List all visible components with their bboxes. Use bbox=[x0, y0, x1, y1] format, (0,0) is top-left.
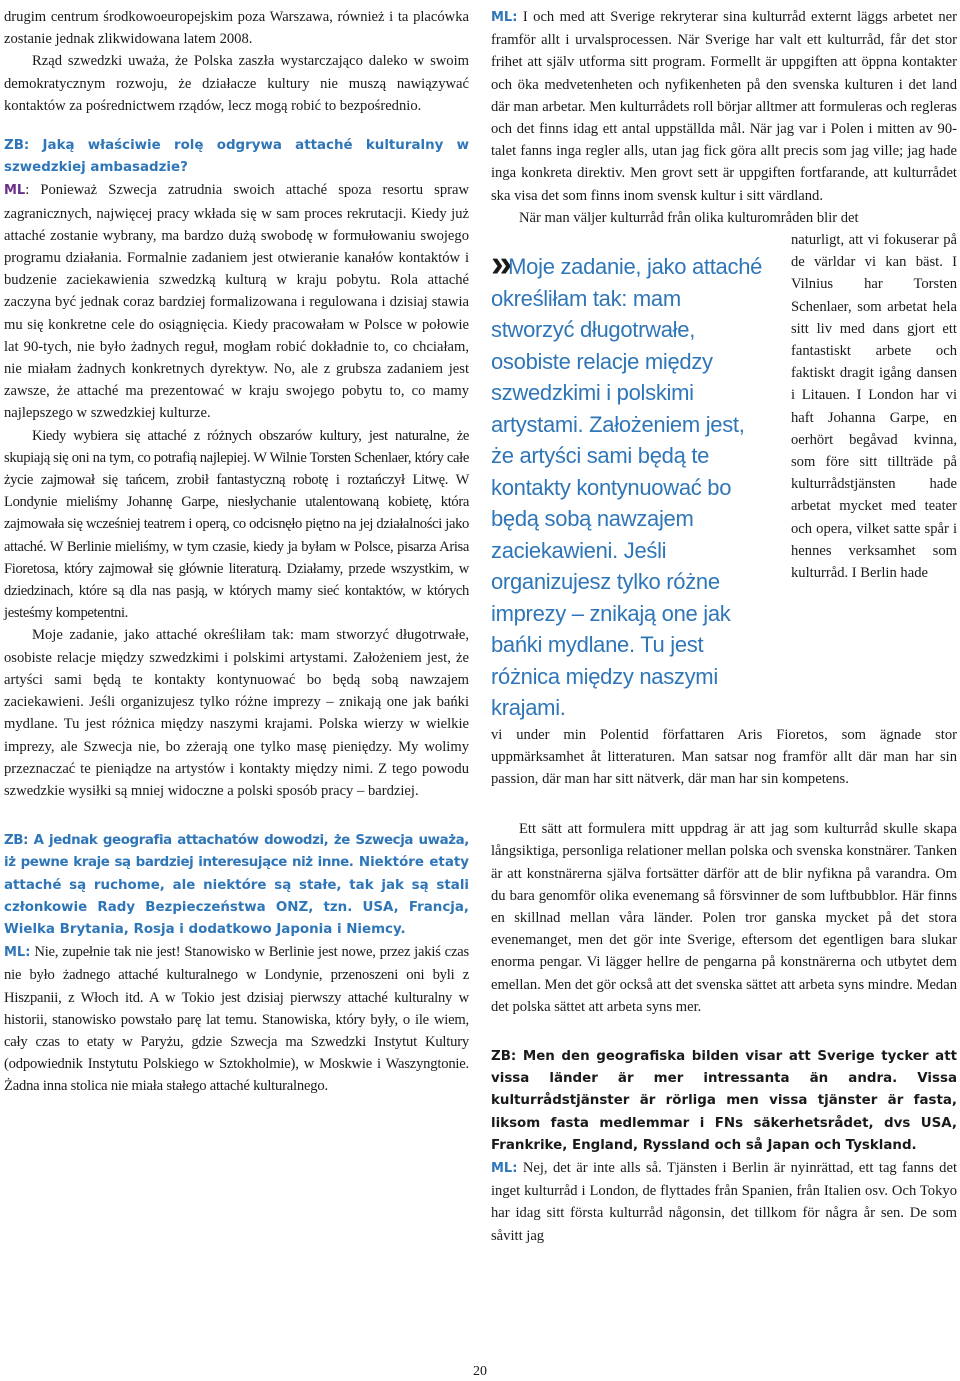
answer-text: Nie, zupełnie tak nie jest! Stanowisko w Berlinie jest nowe, przez jakiś czas nie było żadnego attaché kulturalnego w Londynie, przenoszeni oni byli z Hiszpanii, z Włoch itd. A w Tokio jest dzisiaj pierwszy attaché kulturalny w historii, stanowisko powstało parę lat temu. Stanowiska, który były, o ile wiem, cały czas to etaty w Paryżu, gdzie Szwecja ma Szwedzki Instytut Kultury (odpowiednik Instytutu Polskiego w Sztokholmie), w Moskwie i Waszyngtonie. Żadna inna stolica nie miała stałego attaché kulturalnego. bbox=[4, 944, 469, 1095]
answer-text: : Ponieważ Szwecja zatrudnia swoich attaché spoza resortu spraw zagranicznych, najwięcej pracy wkłada się w sam proces rekrutacji. Kiedy już attaché zostanie wybrany, ma bardzo dużą swobodę w formułowaniu swojego programu działania. Formalnie zadaniem jest otwieranie kanałów kontaktów i budzenie zaciekawienia szwedzką kulturą w kraju pobytu. Rola attaché zaczyna być jednak coraz bardziej formalizowana i regulowana i dzisiaj stawia mu się konkretne cele do osiągnięcia. Kiedy pracowałam w Polsce w połowie lat 90-tych, nie było żadnych reguł, mogłam robić dokładnie to, co chciałam, nie miałam żadnych konkretnych dyrektyw. No, ale z grubsza zadaniem jest zawsze, że attaché ma prezentować w kraju swojego pobytu to, co mamy najlepszego w szwedzkiej kulturze. bbox=[4, 182, 469, 422]
pullquote-row bbox=[491, 229, 957, 724]
speaker-label: ML: bbox=[4, 945, 31, 961]
interview-question bbox=[491, 1046, 957, 1157]
interview-answer bbox=[491, 1157, 957, 1247]
speaker-label: ML bbox=[4, 183, 26, 199]
answer-text: I och med att Sverige rekryterar sina kulturråd externt läggs arbetet ner framför allt i urvalsprocessen. När Sverige har valt ett kulturråd, får det stor frihet att själv utforma sitt program. Formellt är uppgiften att öppna kontakter och öka medvetenheten och nyfikenheten på den svenska kulturen i det land där man arbetar. Men kulturrådets roll börjar alltmer att formuleras och regleras och det finns idag ett antal uppställda mål. När jag var i Polen i mitten av 90-talet fanns inga regler alls, utan jag fick göra allt precis som jag ville; jag hade inga konkreta direktiv. Men grovt sett är uppgiften fortfarande, att kulturrådet ska visa det som finns inom svensk kultur i sitt värdland. bbox=[491, 9, 957, 204]
answer-text: Nej, det är inte alls så. Tjänsten i Berlin är nyinrättad, ett tag fanns det inget kulturråd i London, de flyttades från Spanien, från Italien osv. Och Tokyo har idag sitt första kulturråd någonsin, det tillkom för några år sen. De som såvitt jag bbox=[491, 1159, 957, 1244]
paragraph-start: När man väljer kulturråd från olika kulturområden blir det bbox=[519, 209, 859, 226]
speaker-label: ML: bbox=[491, 1160, 518, 1176]
question-text: Niektóre etaty attaché są ruchome, ale niektóre są stałe, tak jak są stali członkowie Rady Bezpieczeństwa ONZ, tzn. USA, Francja, Wielka Brytania, Rosja i dodatkowo Japonia i Niemcy. bbox=[4, 855, 469, 937]
pull-quote bbox=[491, 243, 769, 724]
interview-answer bbox=[491, 6, 957, 207]
interview-answer bbox=[4, 179, 469, 424]
page-number: 20 bbox=[473, 1364, 487, 1379]
narrow-text-column bbox=[791, 229, 957, 584]
speaker-label: ML: bbox=[491, 10, 518, 25]
pull-quote-text: Moje zadanie, jako attaché określiłam tak: mam stworzyć długotrwałe, osobiste relacje między szwedzkimi i polskimi artystami. Założeniem jest, że artyści sami będą te kontakty kontynuować bo będą sobą nawzajem zaciekawieni. Jeśli organizujesz tylko różne imprezy – znikają one jak bańki mydlane. Tu jest różnica między naszymi krajami. bbox=[491, 254, 763, 721]
paragraph: Kiedy wybiera się attaché z różnych obszarów kultury, jest naturalne, że skupiają się oni na tym, co potrafią najlepiej. W Wilnie Torsten Schenlaer, który całe życie zajmował się tańcem, zrobił fantastyczną robotę i roztańczył Litwę. W Londynie mieliśmy Johannę Garpe, niesłychanie utalentowaną kobietę, która zajmowała się wcześniej teatrem i operą, co odcisnęło piętno na jej działalności jako attaché. W Berlinie mieliśmy, w tym czasie, kiedy ja byłam w Polsce, pisarza Arisa Fioretosa, który zajmował się głównie literaturą. Działamy, przede wszystkim, w dziedzinach, które są dla nas pasją, w których mamy sieć kontaktów, w których jesteśmy kompetentni. bbox=[4, 427, 469, 622]
question-text: ZB: Men den geografiska bilden visar att Sverige tycker att vissa länder är mer intressanta än andra. bbox=[491, 1048, 957, 1087]
quote-mark-icon: » bbox=[491, 243, 505, 286]
question-text-blue: ZB: A jednak geografia attachatów dowodzi, że Szwecja uważa, iż pewne kraje są bardziej interesujące niż inne. bbox=[4, 833, 469, 871]
paragraph: Ett sätt att formulera mitt uppdrag är att jag som kulturråd skulle skapa långsiktiga, personliga relationer mellan polska och svenska konstnärer. Tanken är att konstnärerna själva fortsätter därför att de blir nyfikna på varandra. Om du bara genomför olika evenemang så försvinner de som luftbubblor. Här finns en skillnad mellan våra länder. Polen tror ganska mycket på det stora evenemanget, men det gör inte Sverige, eftersom det egentligen bara slukar enorma pengar. Vi lägger hellre de pengarna på konstnärerna och utbytet dem emellan. Men det gör också att det svenska sättet att arbeta syns mindre. Medan det polska sättet att arbeta syns mer. bbox=[491, 821, 957, 1015]
left-column bbox=[4, 6, 469, 1098]
paragraph-end: vi under min Polentid författaren Aris Fioretos, som ägnade stor uppmärksamhet åt litteraturen. Man satsar nog framför allt där man har sin passion, där man har sitt nätverk, där man har sin kompetens. bbox=[491, 726, 957, 787]
paragraph: Rząd szwedzki uważa, że Polska zaszła wystarczająco daleko w swoim demokratycznym rozwoju, że działacze kultury nie muszą nawiązywać kontaktów za pośrednictwem rządów, lecz mogą robić to bezpośrednio. bbox=[4, 53, 469, 114]
interview-question bbox=[4, 830, 469, 941]
interview-answer bbox=[4, 941, 469, 1097]
question-text-blue: Vissa kulturrådstjänster är rörliga men vissa tjänster är fasta, liksom fasta medlemmar i FNs säkerhetsrådet, dvs USA, Frankrike, England, Ryssland och så Japan och Tyskland. bbox=[491, 1071, 957, 1153]
paragraph: Moje zadanie, jako attaché określiłam tak: mam stworzyć długotrwałe, osobiste relacje między szwedzkimi i polskimi artystami. Założeniem jest, że artyści sami będą te kontakty kontynuować bo będą sobą nawzajem zaciekawieni. Jeśli organizujesz tylko różne imprezy – znikają one jak bańki mydlane. Tu jest różnica między naszymi krajami. Polska wierzy w wielkie imprezy, ale Szwecja nie, bo zżerają one tylko masę pieniędzy. My wolimy przeznaczać te pieniądze na artystów i kontakty między nimi. Z tego powodu szwedzkie wysiłki są mniej widoczne a polski sposób pracy – bardziej. bbox=[4, 627, 469, 799]
right-column bbox=[491, 6, 957, 1247]
paragraph-narrow: naturligt, att vi fokuserar på de världar vi kan bäst. I Vilnius har Torsten Schenlaer, som arbetat hela sitt liv med dans gjort ett fantastiskt arbete och faktiskt dragit igång dansen i Litauen. I London har vi haft Johanna Garpe, en oerhört begåvad kvinna, som före sitt tillträde på kulturrådstjänsten hade arbetat mycket med teater och opera, vilket satte spår i hennes verksamhet som kulturråd. I Berlin hade bbox=[791, 232, 957, 582]
interview-question: ZB: Jaką właściwie rolę odgrywa attaché kulturalny w szwedzkiej ambasadzie? bbox=[4, 138, 469, 176]
paragraph-continuation: drugim centrum środkowoeuropejskim poza Warszawa, również i ta placówka zostanie jednak zlikwidowana latem 2008. bbox=[4, 9, 469, 48]
